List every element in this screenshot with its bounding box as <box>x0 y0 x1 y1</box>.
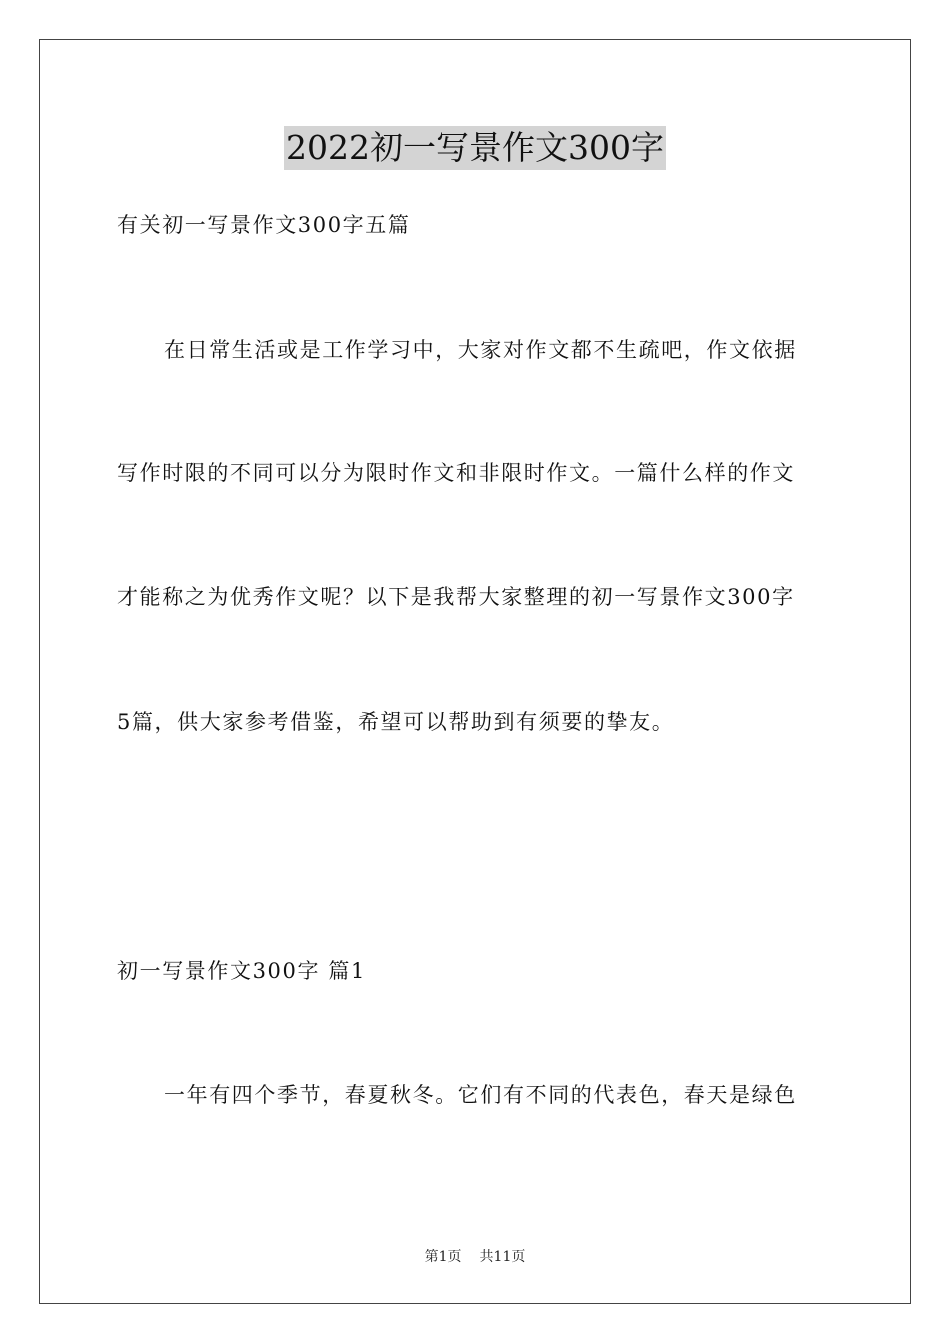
title-container <box>0 126 950 170</box>
page-footer <box>0 1247 950 1267</box>
paragraph-line: 写作时限的不同可以分为限时作文和非限时作文。一篇什么样的作文 <box>117 461 795 485</box>
paragraph-line: 在日常生活或是工作学习中，大家对作文都不生疏吧，作文依据 <box>164 338 797 362</box>
document-title: 2022初一写景作文300字 <box>284 126 666 170</box>
paragraph-line: 才能称之为优秀作文呢？以下是我帮大家整理的初一写景作文300字 <box>117 585 795 609</box>
paragraph-line: 5篇，供大家参考借鉴，希望可以帮助到有须要的挚友。 <box>117 710 675 734</box>
page-total: 共11页 <box>479 1249 526 1265</box>
paragraph-line: 一年有四个季节，春夏秋冬。它们有不同的代表色，春天是绿色 <box>164 1083 797 1107</box>
page-number: 第1页 <box>424 1249 462 1265</box>
document-subtitle: 有关初一写景作文300字五篇 <box>117 213 411 237</box>
section-heading: 初一写景作文300字 篇1 <box>117 959 366 983</box>
